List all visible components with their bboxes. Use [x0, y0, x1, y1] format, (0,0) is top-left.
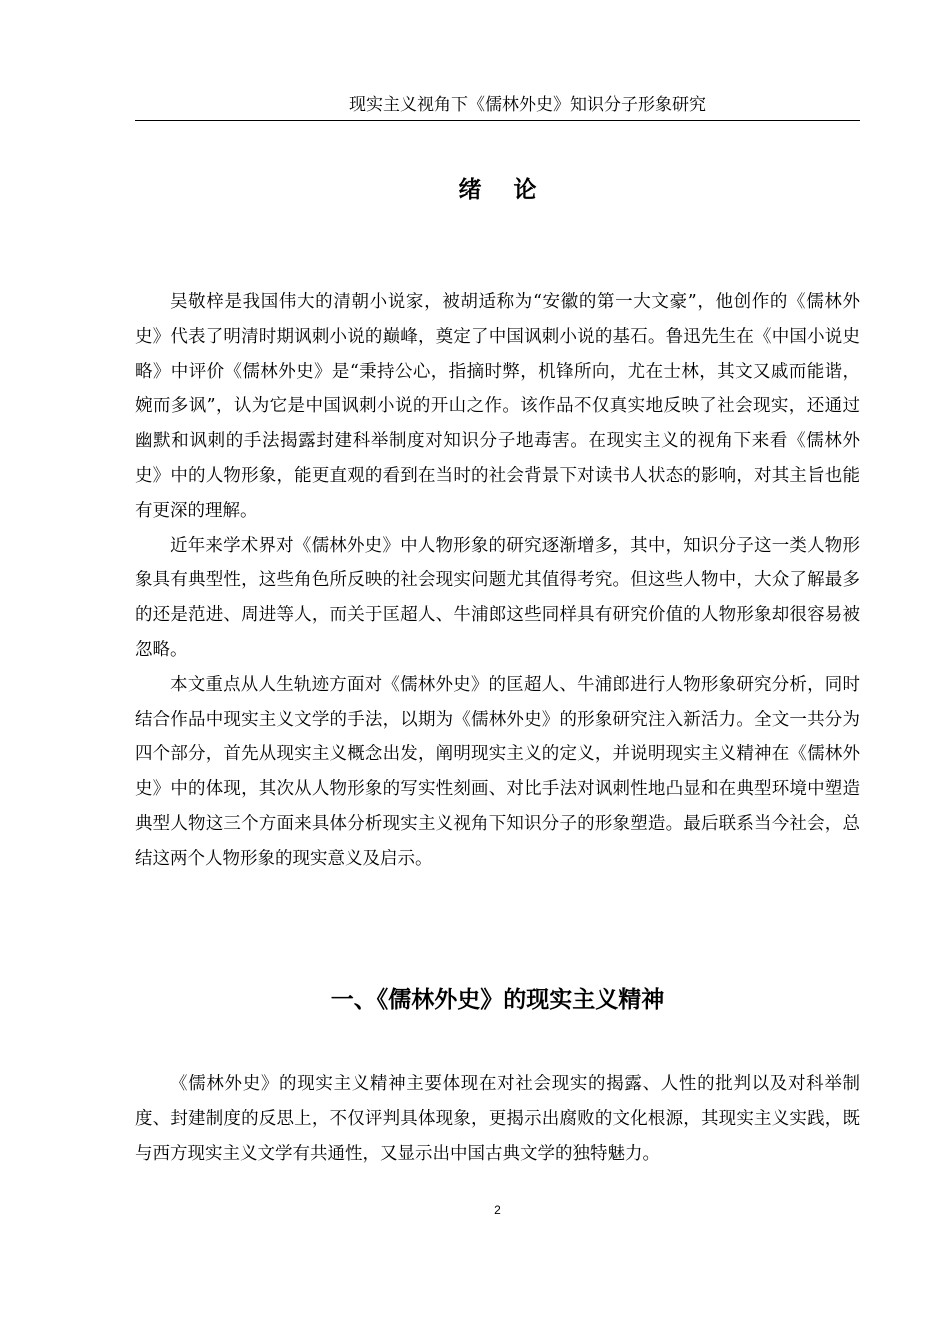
introduction-paragraph-2: 近年来学术界对《儒林外史》中人物形象的研究逐渐增多，其中，知识分子这一类人物形象具有典型性，这些角色所反映的社会现实问题尤其值得考究。但这些人物中，大众了解最多的还是范进、周进等人，而关于匡超人、牛浦郎这些同样具有研究价值的人物形象却很容易被忽略。: [135, 535, 860, 660]
introduction-body: [135, 285, 860, 877]
header-rule: [135, 120, 860, 121]
page-number: 2: [494, 1203, 501, 1217]
introduction-paragraph-1: 吴敬梓是我国伟大的清朝小说家，被胡适称为“安徽的第一大文豪”，他创作的《儒林外史》代表了明清时期讽刺小说的巅峰，奠定了中国讽刺小说的基石。鲁迅先生在《中国小说史略》中评价《儒林外史》是“秉持公心，指摘时弊，机锋所向，尤在士林，其文又戚而能谐，婉而多讽”，认为它是中国讽刺小说的开山之作。该作品不仅真实地反映了社会现实，还通过幽默和讽刺的手法揭露封建科举制度对知识分子地毒害。在现实主义的视角下来看《儒林外史》中的人物形象，能更直观的看到在当时的社会背景下对读书人状态的影响，对其主旨也能有更深的理解。: [135, 292, 860, 521]
section-1-paragraph-1: 《儒林外史》的现实主义精神主要体现在对社会现实的揭露、人性的批判以及对科举制度、封建制度的反思上，不仅评判具体现象，更揭示出腐败的文化根源，其现实主义实践，既与西方现实主义文学有共通性，又显示出中国古典文学的独特魅力。: [135, 1074, 860, 1164]
running-header: 现实主义视角下《儒林外史》知识分子形象研究: [349, 95, 706, 115]
section-1-heading: 一、《儒林外史》的现实主义精神: [330, 987, 665, 1013]
section-1-body: [135, 1067, 860, 1171]
introduction-title: 绪 论: [458, 177, 549, 203]
introduction-paragraph-3: 本文重点从人生轨迹方面对《儒林外史》的匡超人、牛浦郎进行人物形象研究分析，同时结合作品中现实主义文学的手法，以期为《儒林外史》的形象研究注入新活力。全文一共分为四个部分，首先从现实主义概念出发，阐明现实主义的定义，并说明现实主义精神在《儒林外史》中的体现，其次从人物形象的写实性刻画、对比手法对讽刺性地凸显和在典型环境中塑造典型人物这三个方面来具体分析现实主义视角下知识分子的形象塑造。最后联系当今社会，总结这两个人物形象的现实意义及启示。: [135, 674, 860, 869]
